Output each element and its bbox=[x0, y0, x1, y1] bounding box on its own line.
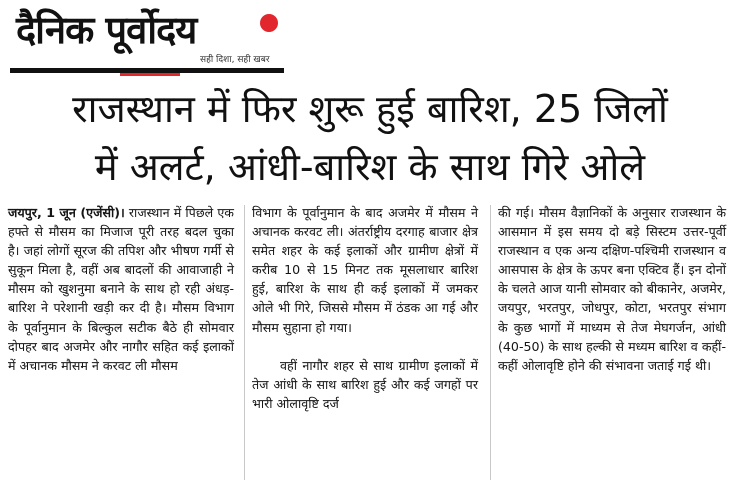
newspaper-logo: दैनिक पूर्वोदय bbox=[16, 8, 197, 52]
article-column-1 bbox=[8, 203, 234, 375]
dateline: जयपुर, 1 जून (एजेंसी)। bbox=[8, 205, 125, 220]
article-paragraph: की गई। मौसम वैज्ञानिकों के अनुसार राजस्थान के आसमान में इस समय दो बड़े सिस्टम उत्तर-पूर्वी राजस्थान व एक अन्य दक्षिण-पश्चिमी राजस्थान व आसपास के क्षेत्र के ऊपर बना एक्टिव हैं। इन दोनों के चलते आज यानी सोमवार को बीकानेर, अजमेर, जयपुर, भरतपुर, जोधपुर, कोटा, भरतपुर संभाग के कुछ भागों में माध्यम से तेज मेघगर्जन, आंधी (40-50) के साथ हल्की से मध्यम बारिश व कहीं-कहीं ओलावृष्टि होने की संभावना जताई गई थी। bbox=[498, 205, 726, 373]
article-column-3 bbox=[498, 203, 726, 375]
masthead-tagline: सही दिशा, सही खबर bbox=[200, 55, 270, 65]
sun-logo-icon bbox=[260, 14, 278, 32]
masthead-accent-rule bbox=[120, 73, 180, 76]
headline-line-1: राजस्थान में फिर शुरू हुई बारिश, 25 जिलों bbox=[72, 87, 668, 131]
headline bbox=[20, 80, 720, 196]
column-divider bbox=[490, 205, 491, 480]
article-column-2 bbox=[252, 203, 478, 413]
article-paragraph: विभाग के पूर्वानुमान के बाद अजमेर में मौसम ने अचानक करवट ली। अंतर्राष्ट्रीय दरगाह बाजार क्षेत्र समेत शहर के कई इलाकों और ग्रामीण क्षेत्रों में करीब 10 से 15 मिनट तक मूसलाधार बारिश हुई, बारिश के साथ ही कई इलाकों में जमकर ओले भी गिरे, जिससे मौसम में ठंडक आ गई और मौसम सुहाना हो गया। bbox=[252, 205, 478, 335]
article-paragraph: वहीं नागौर शहर से साथ ग्रामीण इलाकों में तेज आंधी के साथ बारिश हुई और कई जगहों पर भारी ओलावृष्टि दर्ज bbox=[252, 357, 478, 411]
headline-line-2: में अलर्ट, आंधी-बारिश के साथ गिरे ओले bbox=[94, 145, 646, 189]
masthead bbox=[10, 6, 288, 76]
column-divider bbox=[244, 205, 245, 480]
article-text-col1: राजस्थान में पिछले एक हफ्ते से मौसम का मिजाज पूरी तरह बदल चुका है। जहां लोगों सूरज की तपिश और भीषण गर्मी से सुकून मिला है, वहीं अब बादलों की आवाजाही ने मौसम को खुशनुमा बनाने के साथ हो रही अंधड़-बारिश ने परेशानी खड़ी कर दी है। मौसम विभाग के पूर्वानुमान के बिल्कुल सटीक बैठे ही सोमवार दोपहर बाद अजमेर और नागौर सहित कई इलाकों में अचानक मौसम ने करवट ली मौसम bbox=[8, 205, 234, 373]
